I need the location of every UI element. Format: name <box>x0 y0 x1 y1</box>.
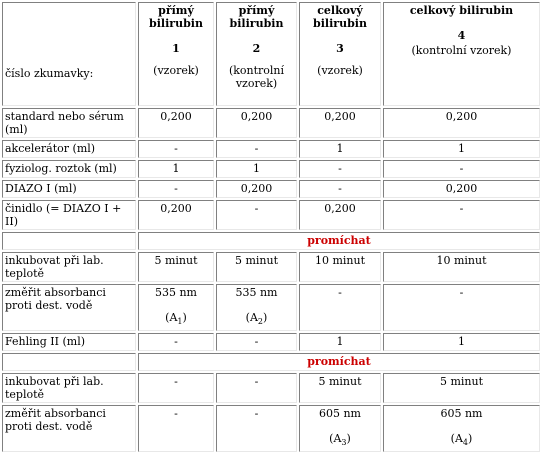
cell-cinidlo-1: 0,200 <box>138 200 214 230</box>
cell-akcelerator-1: - <box>138 140 214 158</box>
mix-instruction-2: promíchat <box>138 353 540 371</box>
cell-inkubace-2-1: - <box>138 373 214 403</box>
table-row-mix <box>2 353 540 371</box>
row-label-inkubace-1: inkubovat při lab. teplotě <box>2 252 136 282</box>
cell-absorb-2-3 <box>299 405 381 452</box>
table-row <box>2 284 540 331</box>
row-label-empty <box>2 232 136 250</box>
cell-diazo-1: - <box>138 180 214 198</box>
table-row <box>2 200 540 230</box>
cell-absorb-2-4 <box>383 405 540 452</box>
row-label-absorb-1: změřit absorbanci proti dest. vodě <box>2 284 136 331</box>
cell-standard-1: 0,200 <box>138 108 214 138</box>
header-col-2-note: (kontrolní vzorek) <box>228 64 285 90</box>
row-label-absorb-2: změřit absorbanci proti dest. vodě <box>2 405 136 452</box>
header-col-4 <box>383 2 540 106</box>
table-row-mix <box>2 232 540 250</box>
row-label-fyziolog: fyziolog. roztok (ml) <box>2 160 136 178</box>
header-col-3-name-2: bilirubin <box>313 17 367 30</box>
cell-diazo-2: 0,200 <box>216 180 297 198</box>
cell-fyziolog-4: - <box>383 160 540 178</box>
cell-fyziolog-2: 1 <box>216 160 297 178</box>
wavelength: 535 nm <box>154 286 197 299</box>
header-col-2 <box>216 2 297 106</box>
header-col-1-note: (vzorek) <box>153 64 199 77</box>
cell-absorb-2-2: - <box>216 405 297 452</box>
cell-cinidlo-4: - <box>383 200 540 230</box>
table-row <box>2 333 540 351</box>
header-col-2-number: 2 <box>252 42 261 55</box>
table-row <box>2 140 540 158</box>
header-row <box>2 2 540 106</box>
cell-inkubace-2-4: 5 minut <box>383 373 540 403</box>
absorbance-code: $(A_4)$ <box>450 432 473 448</box>
row-label-inkubace-2: inkubovat při lab. teplotě <box>2 373 136 403</box>
header-col-3 <box>299 2 381 106</box>
mix-instruction-1: promíchat <box>138 232 540 250</box>
row-label-diazo: DIAZO I (ml) <box>2 180 136 198</box>
table-row <box>2 160 540 178</box>
table-row <box>2 252 540 282</box>
cell-cinidlo-3: 0,200 <box>299 200 381 230</box>
cell-absorb-1-1 <box>138 284 214 331</box>
absorbance-code: $(A_1)$ <box>165 311 187 327</box>
wavelength: 605 nm <box>318 407 361 420</box>
cell-standard-2: 0,200 <box>216 108 297 138</box>
absorbance-code: $(A_3)$ <box>329 432 351 448</box>
row-label-fehling: Fehling II (ml) <box>2 333 136 351</box>
absorbance-code: $(A_2)$ <box>245 311 268 327</box>
table-row <box>2 108 540 138</box>
header-col-2-name-1: přímý <box>238 4 275 17</box>
cell-standard-3: 0,200 <box>299 108 381 138</box>
cell-diazo-3: - <box>299 180 381 198</box>
row-label-standard: standard nebo sérum (ml) <box>2 108 136 138</box>
cell-inkubace-1-3: 10 minut <box>299 252 381 282</box>
cell-absorb-1-3: - <box>299 284 381 331</box>
cell-fehling-2: - <box>216 333 297 351</box>
cell-absorb-2-1: - <box>138 405 214 452</box>
table-row <box>2 405 540 452</box>
cell-akcelerator-2: - <box>216 140 297 158</box>
cell-absorb-1-2 <box>216 284 297 331</box>
cell-fehling-3: 1 <box>299 333 381 351</box>
cell-inkubace-1-2: 5 minut <box>216 252 297 282</box>
cell-cinidlo-2: - <box>216 200 297 230</box>
wavelength: 605 nm <box>440 407 483 420</box>
cell-inkubace-2-2: - <box>216 373 297 403</box>
header-row-label: číslo zkumavky: <box>2 2 136 106</box>
table-row <box>2 373 540 403</box>
cell-fyziolog-3: - <box>299 160 381 178</box>
header-col-1-number: 1 <box>172 42 180 55</box>
header-col-3-name-1: celkový <box>317 4 363 17</box>
header-col-4-number: 4 <box>457 29 466 42</box>
row-label-empty <box>2 353 136 371</box>
row-label-cinidlo: činidlo (= DIAZO I + II) <box>2 200 136 230</box>
header-col-3-number: 3 <box>336 42 344 55</box>
cell-fyziolog-1: 1 <box>138 160 214 178</box>
cell-standard-4: 0,200 <box>383 108 540 138</box>
wavelength: 535 nm <box>235 286 278 299</box>
cell-inkubace-2-3: 5 minut <box>299 373 381 403</box>
cell-inkubace-1-1: 5 minut <box>138 252 214 282</box>
header-col-4-name: celkový bilirubin <box>409 4 514 17</box>
header-col-2-name-2: bilirubin <box>229 17 284 30</box>
cell-fehling-4: 1 <box>383 333 540 351</box>
header-col-1-name-1: přímý <box>158 4 194 17</box>
cell-inkubace-1-4: 10 minut <box>383 252 540 282</box>
row-label-akcelerator: akcelerátor (ml) <box>2 140 136 158</box>
cell-absorb-1-4: - <box>383 284 540 331</box>
cell-fehling-1: - <box>138 333 214 351</box>
cell-akcelerator-3: 1 <box>299 140 381 158</box>
table-row <box>2 180 540 198</box>
header-col-1-name-2: bilirubin <box>149 17 203 30</box>
header-col-3-note: (vzorek) <box>317 64 363 77</box>
cell-diazo-4: 0,200 <box>383 180 540 198</box>
cell-akcelerator-4: 1 <box>383 140 540 158</box>
header-col-4-note: (kontrolní vzorek) <box>411 44 512 57</box>
header-col-1 <box>138 2 214 106</box>
